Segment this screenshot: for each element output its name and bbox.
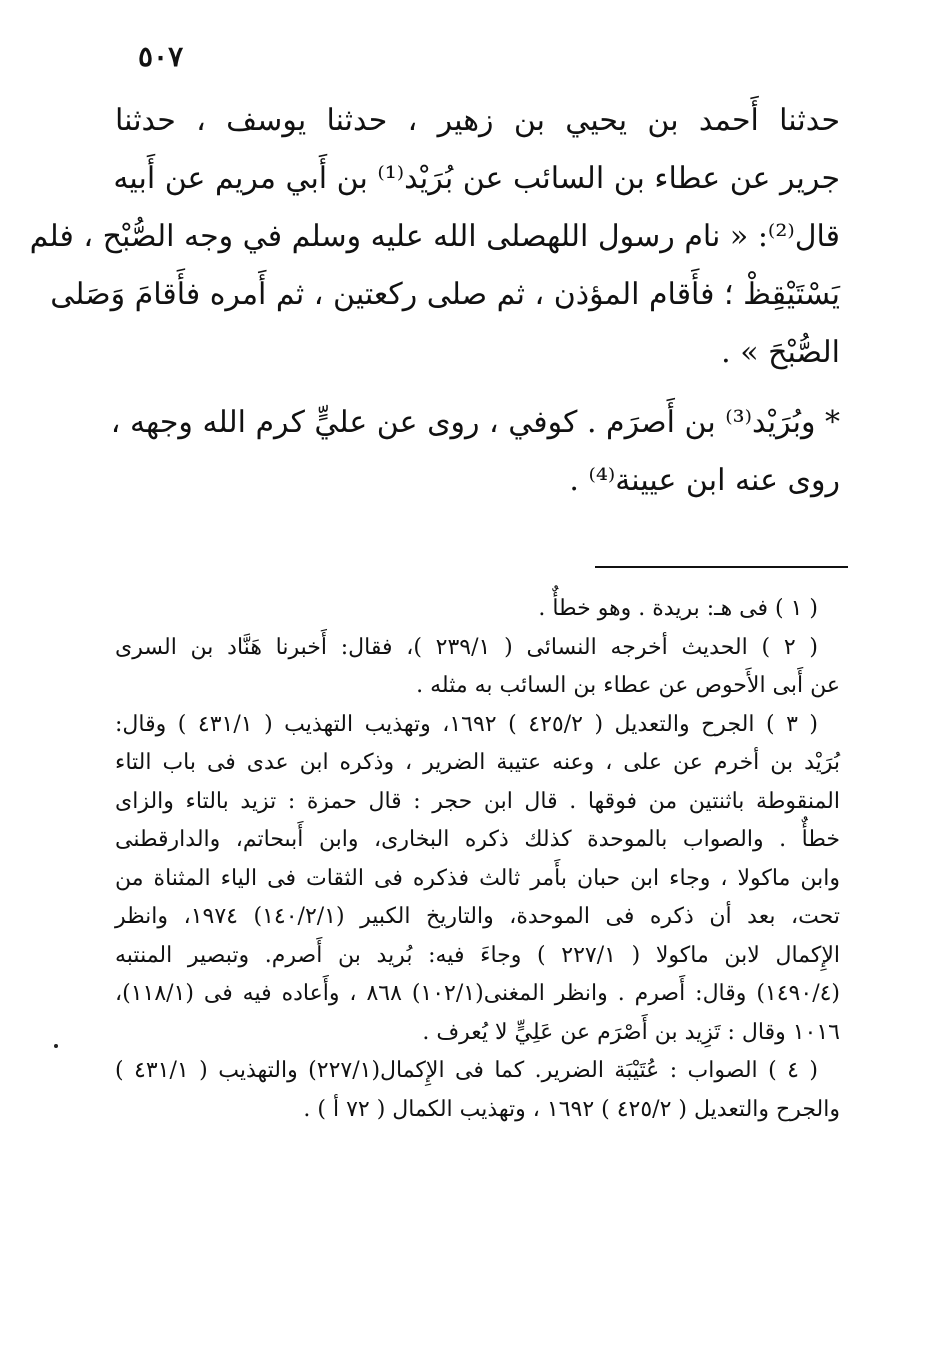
footnote-2-line: عن أَبى الأَحوص عن عطاء بن السائب به مثله . [416, 673, 840, 698]
footnote-divider [595, 566, 848, 568]
scan-speck [54, 1044, 58, 1048]
footnote-3-line: الإِكمال لابن ماكولا ( ٢٢٧/١ ) وجاءَ فيه: بُريد بن أَصرم. وتبصير المنتبه [115, 942, 840, 968]
footnote-3-line: المنقوطة باثنتين من فوقها . قال ابن حجر : قال حمزة : تزيد بالتاء والزاى [115, 788, 840, 814]
paragraph-gap [115, 382, 840, 394]
main-text [29, 92, 840, 510]
footnote-1-line: ( ١ ) فى هـ: بريدة . وهو خطأٌ . [538, 596, 818, 621]
main-text-line: الصُّبْحَ » . [721, 335, 840, 370]
footnote-4-line: والجرح والتعديل ( ٤٢٥/٢ ) ١٦٩٢ ، وتهذيب الكمال ( ٧٢ أ ) . [303, 1096, 840, 1122]
page-number: ٥٠٧ [138, 40, 184, 73]
main-text-line: حدثنا أَحمد بن يحيي بن زهير ، حدثنا يوسف ، حدثنا [115, 103, 840, 138]
main-text-line: جرير عن عطاء بن السائب عن بُرَيْد⁽¹⁾ بن أَبي مريم عن أَبيه [113, 161, 840, 196]
main-text-line: يَسْتَيْقِظْ ؛ فأَقام المؤذن ، ثم صلى ركعتين ، ثم أَمره فأَقامَ وَصَلى [50, 277, 840, 312]
footnote-3-line: ١٠١٦ وقال : تَزِيد بن أَصْرَم عن عَلِيٍّ لا يُعرف . [422, 1019, 840, 1045]
footnote-3-line: خطأٌ . والصواب بالموحدة كذلك ذكره البخارى، وابن أَبىحاتم، والدارقطنى [115, 827, 840, 852]
footnote-3-line: (١٤٩٠/٤) وقال: أَصرم . وانظر المغنى(١٠٢/١) ٨٦٨ ، وأَعاده فيه فى (١١٨/١)، [115, 981, 841, 1006]
footnote-3-line: وابن ماكولا ، وجاء ابن حبان بأَمر ثالث فذكره فى الثقات فى الياء المثناة من [115, 865, 840, 891]
footnote-3-line: بُرَيْد بن أخرم عن على ، وعنه عتيبة الضرير ، وذكره ابن عدى فى باب التاء [115, 750, 840, 775]
main-text-line: روى عنه ابن عيينة⁽⁴⁾ . [569, 463, 840, 498]
footnote-4-line: ( ٤ ) الصواب : عُتَيْبَة الضرير. كما فى الإِكمال(٢٢٧/١) والتهذيب ( ٤٣١/١ ) [115, 1058, 819, 1083]
main-text-line: قال⁽²⁾: « نام رسول اللهصلى الله عليه وسلم في وجه الصُّبْح ، فلم [29, 219, 840, 254]
footnotes [115, 590, 840, 1129]
footnote-2-line: ( ٢ ) الحديث أخرجه النسائى ( ٢٣٩/١ )، فقال: أَخبرنا هَنَّاد بن السرى [115, 634, 818, 660]
footnote-3-line: ( ٣ ) الجرح والتعديل ( ٤٢٥/٢ ) ١٦٩٢، وتهذيب التهذيب ( ٤٣١/١ ) وقال: [115, 711, 819, 737]
main-text-line: * وبُرَيْد⁽³⁾ بن أَصرَم . كوفي ، روى عن عليٍّ كرم الله وجهه ، [110, 405, 840, 440]
footnote-3-line: تحت، بعد أن ذكره فى الموحدة، والتاريخ الكبير (١٤٠/٢/١) ١٩٧٤، وانظر [115, 904, 841, 929]
